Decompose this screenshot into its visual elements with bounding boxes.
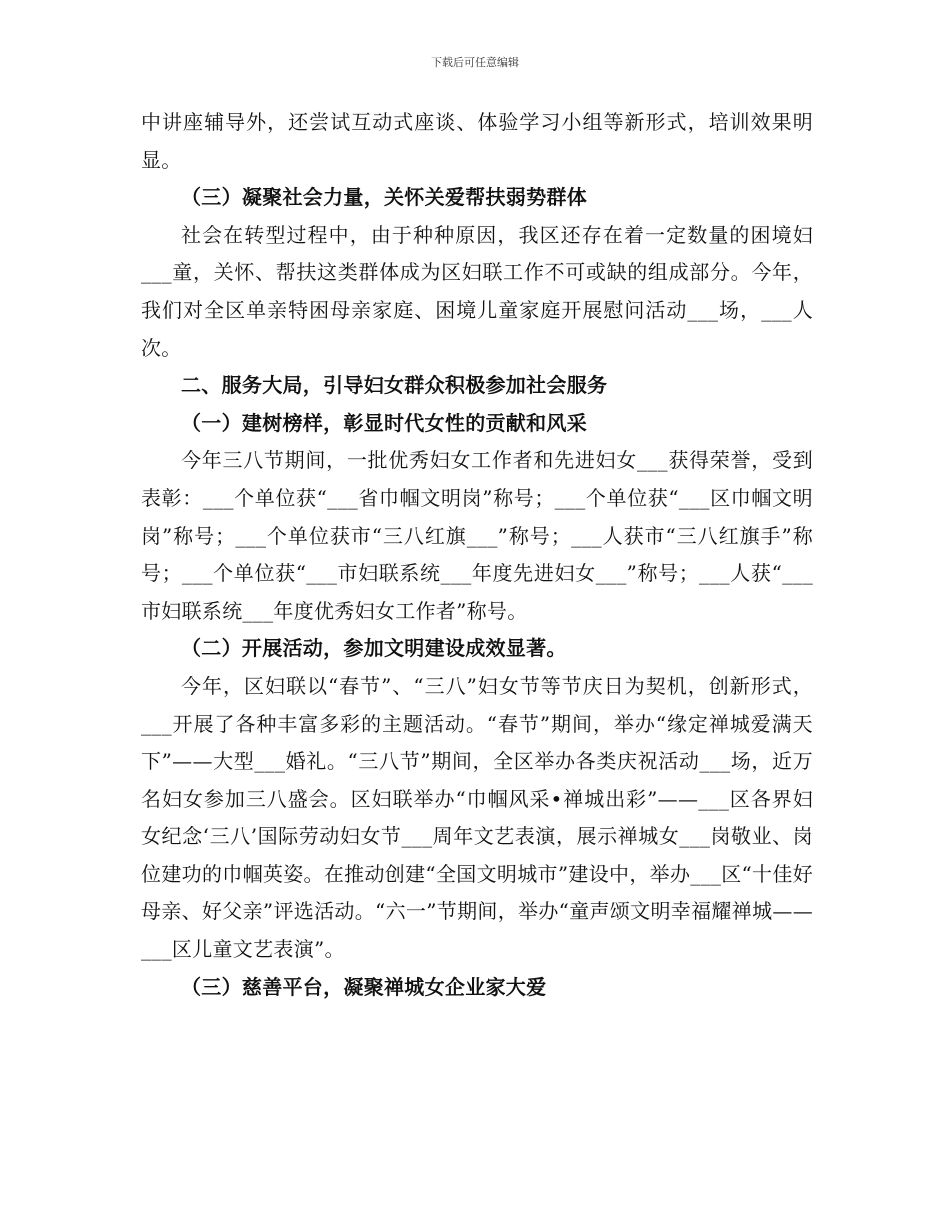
paragraph-honors: 今年三八节期间，一批优秀妇女工作者和先进妇女___获得荣誉，受到表彰：___个单位获“___省巾帼文明岗”称号；___个单位获“___区巾帼文明岗”称号；___个单位获市“三八红旗___”称号；___人获市“三八红旗手”称号；___个单位获“___市妇联系统___年度先进妇女___”称号；___人获“___市妇联系统___年度优秀妇女工作者”称号。	[141, 448, 813, 623]
paragraph-vulnerable-groups: 社会在转型过程中，由于种种原因，我区还存在着一定数量的困境妇___童，关怀、帮扶这类群体成为区妇联工作不可或缺的组成部分。今年，我们对全区单亲特困母亲家庭、困境儿童家庭开展慰问活动___场，___人次。	[141, 222, 813, 360]
section-heading-support-vulnerable: （三）凝聚社会力量，关怀关爱帮扶弱势群体	[181, 185, 587, 210]
paragraph-continued: 中讲座辅导外，还尝试互动式座谈、体验学习小组等新形式，培训效果明显。	[141, 110, 813, 172]
document-body	[141, 104, 813, 1006]
page-header: 下载后可任意编辑	[431, 56, 519, 69]
paragraph-activities: 今年，区妇联以“春节”、“三八”妇女节等节庆日为契机，创新形式，___开展了各种丰富多彩的主题活动。“春节”期间，举办“缘定禅城爱满天下”——大型___婚礼。“三八节”期间，全区举办各类庆祝活动___场，近万名妇女参加三八盛会。区妇联举办“巾帼风采•禅城出彩”——___区各界妇女纪念‘三八’国际劳动妇女节___周年文艺表演，展示禅城女___岗敬业、岗位建功的巾帼英姿。在推动创建“全国文明城市”建设中，举办___区“十佳好母亲、好父亲”评选活动。“六一”节期间，举办“童声颂文明幸福耀禅城——___区儿童文艺表演”。	[141, 673, 813, 962]
chapter-heading-serve-society: 二、服务大局，引导妇女群众积极参加社会服务	[181, 373, 608, 398]
section-heading-charity: （三）慈善平台，凝聚禅城女企业家大爱	[181, 974, 547, 999]
section-heading-activities: （二）开展活动，参加文明建设成效显著。	[181, 636, 567, 661]
section-heading-role-models: （一）建树榜样，彰显时代女性的贡献和风采	[181, 410, 587, 435]
